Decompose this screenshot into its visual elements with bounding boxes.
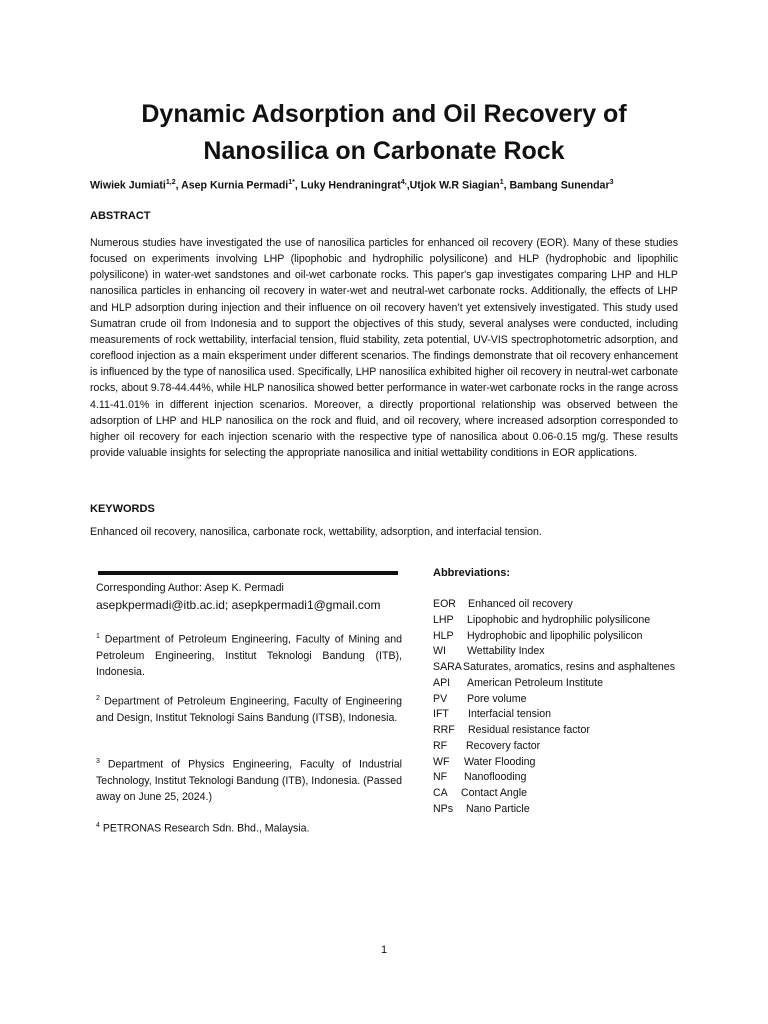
abbreviation-definition: Nano Particle <box>466 802 530 815</box>
abbreviation-term: RRF <box>433 724 455 736</box>
affiliation-3 <box>96 754 402 805</box>
author-name: Asep Kurnia Permadi <box>181 179 289 192</box>
abbreviation-item <box>433 802 675 818</box>
author-name: Utjok W.R Siagian <box>409 179 500 192</box>
abbreviation-item <box>433 739 675 755</box>
author-affiliation-mark: 1* <box>288 179 295 186</box>
abstract-heading: ABSTRACT <box>90 210 151 222</box>
affiliation-4 <box>96 818 402 837</box>
abbreviation-term: CA <box>433 787 448 799</box>
abbreviation-definition: Pore volume <box>467 692 527 705</box>
corresponding-emails: asepkpermadi@itb.ac.id; asepkpermadi1@gmail.com <box>96 598 381 612</box>
keywords-text: Enhanced oil recovery, nanosilica, carbonate rock, wettability, adsorption, and interfacial tension. <box>90 526 542 538</box>
author-affiliation-mark: 1 <box>499 179 504 186</box>
abbreviation-term: PV <box>433 692 448 705</box>
title-line-2: Nanosilica on Carbonate Rock <box>203 137 565 165</box>
author-name: Wiwiek Jumiati <box>90 179 166 192</box>
title-line-1: Dynamic Adsorption and Oil Recovery of <box>141 100 627 128</box>
abbreviation-term: API <box>433 676 451 689</box>
abbreviation-term: WI <box>433 645 446 658</box>
abbreviation-item <box>433 692 675 708</box>
affiliation-number: 1 <box>96 633 100 640</box>
abbreviation-item <box>433 660 675 676</box>
affiliation-text: Department of Petroleum Engineering, Faculty of Engineering and Design, Institut Teknologi Sains Bandung (ITSB), Indonesia. <box>96 695 402 724</box>
abbreviation-term: NF <box>433 771 448 784</box>
abbreviation-item <box>433 644 675 660</box>
abbreviation-definition: Enhanced oil recovery <box>468 598 573 610</box>
abbreviation-definition: Nanoflooding <box>464 771 527 784</box>
abbreviation-definition: Interfacial tension <box>468 708 552 721</box>
author-name: Bambang Sunendar <box>509 179 610 192</box>
abbreviation-definition: Recovery factor <box>466 739 541 752</box>
abstract-text: Numerous studies have investigated the use of nanosilica particles for enhanced oil recovery (EOR). Many of these studies focused on experiments involving LHP (lipophobic and hydrophilic polysilicone) and HLP (hydrophobic and lipophilic polysilicone) in water-wet sandstones and oil-wet carbonate rocks. This paper's gap investigates comparing LHP and HLP nanosilica particles in enhancing oil recovery in water-wet and neutral-wet carbonate rocks. Additionally, the effects of LHP and HLP adsorption during injection and their influence on oil recovery haven’t yet extensively investigated. This study used Sumatran crude oil from Indonesia and to support the objectives of this study, several analyses were conducted, including measurements of rock wettability, interfacial tension, fluid stability, zeta potential, UV-VIS spectrophotometric adsorption, and coreflood injection as a main eksperiment under different scenarios. The findings demonstrate that oil recovery enhancement is influenced by the type of nanosilica used. Specifically, LHP nanosilica exhibited higher oil recovery in neutral-wet carbonate rocks, about 9.78-44.44%, while HLP nanosilica showed better performance in water-wet carbonate rocks in the range across 4.11-41.01% in different injection scenarios. Moreover, a directly proportional relationship was observed between the adsorption of LHP and HLP nanosilica on the rock and fluid, and oil recovery, where increased adsorption corresponded to higher oil recovery for each injection scenario with the respective type of nanosilica about 0.06-0.15 mg/g. These results provide valuable insights for selecting the appropriate nanosilica and initial wettability conditions in EOR applications. <box>90 237 678 460</box>
corresponding-author: Corresponding Author: Asep K. Permadi <box>96 582 284 594</box>
abbreviation-term: WF <box>433 755 450 768</box>
abbreviation-definition: Residual resistance factor <box>468 724 590 736</box>
footnote-divider <box>98 571 398 575</box>
author-list <box>90 179 690 192</box>
abbreviation-item <box>433 723 675 739</box>
abbreviation-term: SARA <box>433 661 462 673</box>
abbreviation-term: RF <box>433 739 448 752</box>
abbreviation-item <box>433 770 675 786</box>
abbreviation-term: HLP <box>433 629 454 642</box>
author-separator: , <box>294 179 301 192</box>
affiliation-text: PETRONAS Research Sdn. Bhd., Malaysia. <box>102 822 310 835</box>
abbreviation-term: NPs <box>433 802 454 815</box>
abbreviation-item <box>433 676 675 692</box>
abbreviation-definition: Hydrophobic and lipophilic polysilicon <box>467 629 643 642</box>
affiliation-text: Department of Petroleum Engineering, Faculty of Mining and Petroleum Engineering, Institut Teknologi Bandung (ITB), Indonesia. <box>96 633 402 678</box>
affiliation-text: Department of Physics Engineering, Faculty of Industrial Technology, Institut Teknologi Bandung (ITB), Indonesia. (Passed away on June 25, 2024.) <box>96 758 402 803</box>
abbreviation-definition: Saturates, aromatics, resins and asphaltenes <box>463 661 675 673</box>
abbreviation-item <box>433 597 675 613</box>
affiliation-number: 3 <box>96 758 100 765</box>
affiliation-number: 4 <box>96 822 100 829</box>
affiliation-number: 2 <box>96 695 100 702</box>
author-affiliation-mark: 4, <box>400 179 407 186</box>
author-affiliation-mark: 1,2 <box>165 179 176 186</box>
abbreviation-item <box>433 629 675 645</box>
abbreviation-definition: Water Flooding <box>464 755 536 768</box>
author-separator: , <box>175 179 182 192</box>
author-separator: , <box>503 179 510 192</box>
author-separator: , <box>406 179 410 192</box>
abbreviations-heading: Abbreviations: <box>433 567 511 579</box>
abbreviation-item <box>433 786 675 802</box>
paper-title <box>60 96 708 170</box>
abbreviation-term: EOR <box>433 598 456 610</box>
keywords-heading: KEYWORDS <box>90 503 155 515</box>
abbreviation-definition: American Petroleum Institute <box>467 676 604 689</box>
page-number: 1 <box>380 944 388 956</box>
abbreviation-definition: Wettability Index <box>467 645 545 658</box>
author-affiliation-mark: 3 <box>609 179 614 186</box>
affiliation-1 <box>96 629 402 680</box>
abbreviation-item <box>433 613 675 629</box>
abbreviation-item <box>433 755 675 771</box>
abbreviation-term: LHP <box>433 613 454 626</box>
author-name: Luky Hendraningrat <box>300 179 401 192</box>
abbreviation-item <box>433 707 675 723</box>
affiliation-2 <box>96 691 402 726</box>
abbreviation-definition: Contact Angle <box>461 787 527 799</box>
abbreviation-definition: Lipophobic and hydrophilic polysilicone <box>467 613 651 626</box>
abbreviation-term: IFT <box>433 708 449 721</box>
abbreviations-list <box>433 597 675 818</box>
